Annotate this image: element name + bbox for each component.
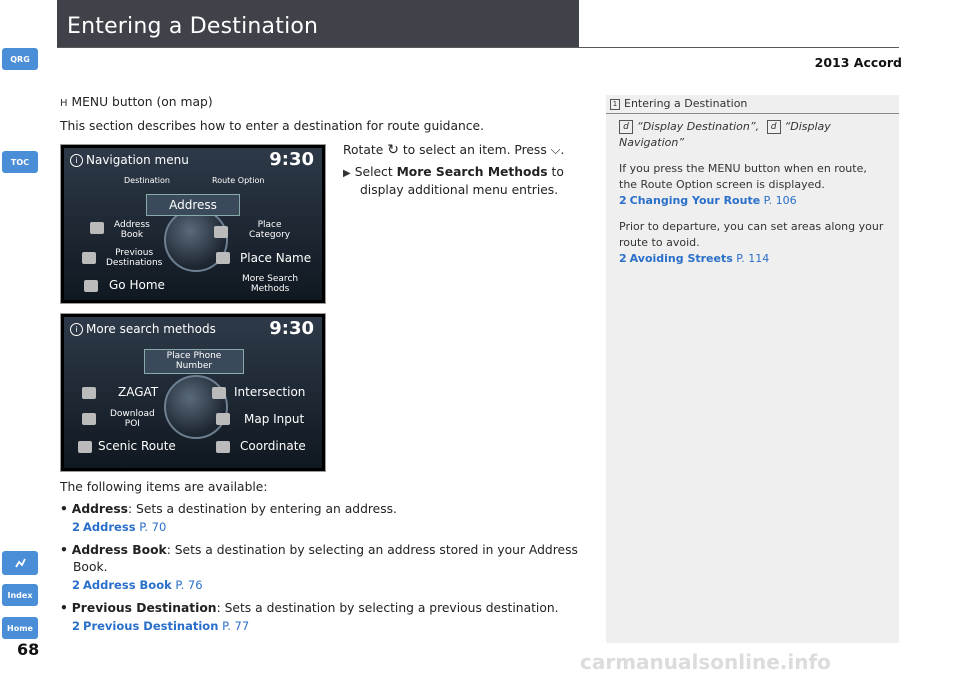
go-home-option: Go Home [109,278,165,292]
zagat-icon [82,387,96,399]
avoiding-streets-link[interactable]: 2 Avoiding Streets P. 114 [619,252,770,265]
info-icon: i [70,154,83,167]
address-option: Address [146,194,240,216]
screen-clock: 9:30 [269,149,314,170]
step-arrow-icon: ▶ [343,168,351,179]
map-input-icon [216,413,230,425]
zagat-option: ZAGAT [118,385,159,399]
voice-command-icon: d [619,120,633,134]
coordinate-option: Coordinate [240,439,306,453]
place-category-option: Place Category [249,220,291,240]
scenic-route-option: Scenic Route [98,439,176,453]
list-item: • Address Book: Sets a destination by selecting an address stored in your Address [60,543,578,557]
download-icon [82,413,96,425]
note-rule [606,113,899,114]
page-number: 68 [17,640,40,659]
knob-rotate-icon: ↻ [387,142,399,158]
place-name-option: Place Name [240,251,312,265]
address-book-icon [90,222,104,234]
voice-command-icon: d [767,120,781,134]
note-icon: 1 [610,99,620,110]
screen-clock: 9:30 [269,318,314,339]
list-item: • Address: Sets a destination by entering an address. [60,502,397,516]
address-book-link[interactable]: 2 Address Book P. 76 [72,578,203,592]
changing-route-link[interactable]: 2 Changing Your Route P. 106 [619,194,797,207]
route-option-tab: Route Option [212,176,265,185]
previous-destinations-option: Previous Destinations [106,248,163,268]
info-icon: i [70,323,83,336]
destination-tab: Destination [124,176,170,185]
note-text: the Route Option screen is displayed. [619,178,825,191]
scenic-icon [78,441,92,453]
previous-destination-link[interactable]: 2 Previous Destination P. 77 [72,619,250,633]
intro-text: This section describes how to enter a destination for route guidance. [60,119,485,133]
step-line-2: display additional menu entries. [360,183,559,197]
list-item: • Previous Destination: Sets a destination by selecting a previous destination. [60,601,559,615]
intersection-icon [212,387,226,399]
list-item-continued: Book. [73,560,108,574]
place-name-icon [216,252,230,264]
screen-title: More search methods [86,322,216,336]
page-title: Entering a Destination [67,14,319,39]
download-poi-option: Download POI [110,409,155,429]
more-search-methods-screen [60,313,326,472]
home-icon [84,280,98,292]
voice-command-line-2: Navigation” [619,136,685,149]
address-link[interactable]: 2 Address P. 70 [72,520,167,534]
navigation-menu-screen [60,144,326,304]
voice-command-line: d “Display Destination”, d “Display [619,120,831,134]
menu-button-icon: H [60,98,68,109]
screen-title: Navigation menu [86,153,189,167]
qrg-tab[interactable]: QRG [2,48,38,70]
rotate-instruction: Rotate ↻ to select an item. Press ⌵. [343,142,565,158]
voice-icon[interactable] [2,551,38,575]
previous-icon [82,252,96,264]
address-book-option: Address Book [114,220,150,240]
place-phone-option: Place Phone Number [144,349,244,374]
step-line-1: ▶ Select More Search Methods to [343,165,564,179]
knob-press-icon: ⌵ [550,143,561,158]
place-category-icon [214,226,228,238]
note-text: Prior to departure, you can set areas along your [619,220,884,233]
home-tab[interactable]: Home [2,617,38,639]
header-rule [57,47,899,48]
menu-path: H MENU button (on map) [60,95,213,109]
items-intro: The following items are available: [60,480,268,494]
note-heading: 1 Entering a Destination [610,97,747,110]
more-search-option: More Search Methods [242,274,299,294]
note-text: route to avoid. [619,236,700,249]
index-tab[interactable]: Index [2,584,38,606]
coordinate-icon [216,441,230,453]
section-label [8,178,28,248]
note-text: If you press the MENU button when en route, [619,162,867,175]
watermark: carmanualsonline.info [580,650,831,674]
toc-tab[interactable]: TOC [2,151,38,173]
model-name: 2013 Accord [814,55,902,70]
map-input-option: Map Input [244,412,305,426]
control-knob [164,375,228,439]
intersection-option: Intersection [234,385,306,399]
